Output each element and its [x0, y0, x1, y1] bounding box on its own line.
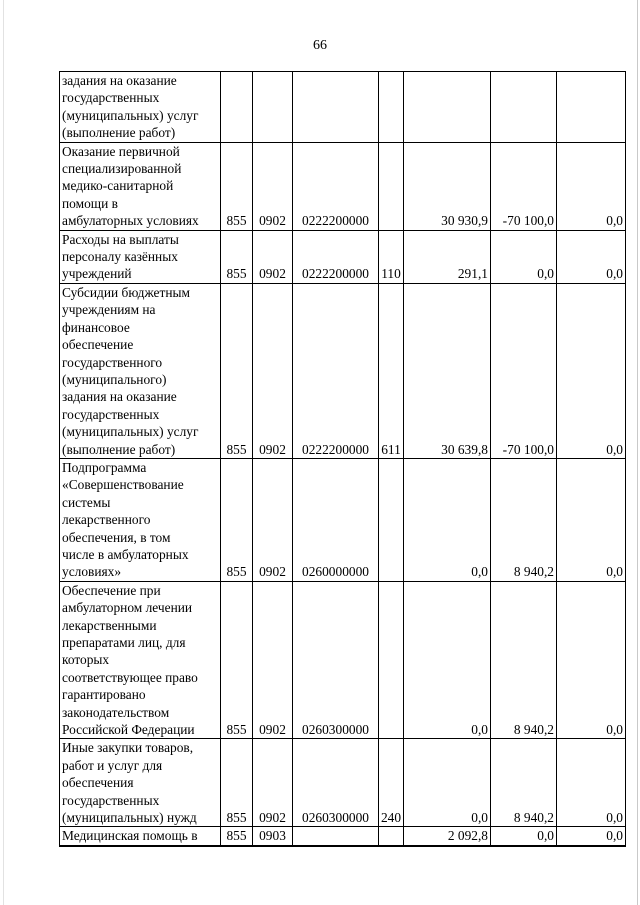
expense-type-code — [379, 827, 404, 846]
planned-cell: 0,0 — [557, 230, 626, 283]
ministry-code: 855 — [221, 739, 253, 827]
table-row — [60, 72, 626, 143]
ministry-code: 855 — [221, 142, 253, 230]
amount-cell: 291,1 — [404, 230, 491, 283]
section-code: 0902 — [253, 458, 293, 581]
expense-type-code — [379, 142, 404, 230]
target-code — [293, 827, 379, 846]
table-row — [60, 581, 626, 739]
planned-cell: 0,0 — [557, 581, 626, 739]
target-code: 0260300000 — [293, 739, 379, 827]
table-row — [60, 230, 626, 283]
amount-cell: 0,0 — [404, 739, 491, 827]
scan-edge-right — [637, 0, 638, 905]
page-number: 66 — [313, 38, 327, 53]
change-cell: 8 940,2 — [491, 581, 557, 739]
expense-type-code: 110 — [379, 230, 404, 283]
target-code: 0222200000 — [293, 230, 379, 283]
amount-cell — [404, 72, 491, 143]
amount-cell: 30 639,8 — [404, 283, 491, 458]
target-code: 0222200000 — [293, 142, 379, 230]
row-name: Медицинская помощь в — [60, 827, 221, 846]
expense-type-code — [379, 458, 404, 581]
section-code: 0902 — [253, 230, 293, 283]
planned-cell — [557, 72, 626, 143]
expense-type-code — [379, 72, 404, 143]
target-code — [293, 72, 379, 143]
row-name: Расходы на выплаты персоналу казённых учреждений — [60, 230, 221, 283]
budget-table — [59, 71, 626, 847]
section-code: 0903 — [253, 827, 293, 846]
section-code: 0902 — [253, 283, 293, 458]
ministry-code: 855 — [221, 581, 253, 739]
table-row — [60, 827, 626, 846]
change-cell — [491, 72, 557, 143]
change-cell: 8 940,2 — [491, 739, 557, 827]
planned-cell: 0,0 — [557, 458, 626, 581]
expense-type-code — [379, 581, 404, 739]
row-name: Подпрограмма «Совершенствование системы лекарственного обеспечения, в том числе в амбулаторных условиях» — [60, 458, 221, 581]
expense-type-code: 611 — [379, 283, 404, 458]
table-row — [60, 739, 626, 827]
planned-cell: 0,0 — [557, 827, 626, 846]
target-code: 0222200000 — [293, 283, 379, 458]
row-name: задания на оказание государственных (муниципальных) услуг (выполнение работ) — [60, 72, 221, 143]
ministry-code: 855 — [221, 230, 253, 283]
change-cell: 0,0 — [491, 827, 557, 846]
row-name: Субсидии бюджетным учреждениям на финансовое обеспечение государственного (муниципального) задания на оказание государственных (муниципальных) услуг (выполнение работ) — [60, 283, 221, 458]
ministry-code: 855 — [221, 283, 253, 458]
ministry-code — [221, 72, 253, 143]
planned-cell: 0,0 — [557, 142, 626, 230]
amount-cell: 0,0 — [404, 581, 491, 739]
planned-cell: 0,0 — [557, 739, 626, 827]
planned-cell: 0,0 — [557, 283, 626, 458]
amount-cell: 2 092,8 — [404, 827, 491, 846]
amount-cell: 30 930,9 — [404, 142, 491, 230]
change-cell: 8 940,2 — [491, 458, 557, 581]
section-code: 0902 — [253, 739, 293, 827]
section-code: 0902 — [253, 142, 293, 230]
row-name: Оказание первичной специализированной медико-санитарной помощи в амбулаторных условиях — [60, 142, 221, 230]
section-code: 0902 — [253, 581, 293, 739]
row-name: Иные закупки товаров, работ и услуг для обеспечения государственных (муниципальных) нужд — [60, 739, 221, 827]
row-name: Обеспечение при амбулаторном лечении лекарственными препаратами лиц, для которых соответствующее право гарантировано законодательством Российской Федерации — [60, 581, 221, 739]
amount-cell: 0,0 — [404, 458, 491, 581]
change-cell: -70 100,0 — [491, 142, 557, 230]
target-code: 0260000000 — [293, 458, 379, 581]
scan-edge-left — [3, 0, 4, 905]
table-row — [60, 142, 626, 230]
ministry-code: 855 — [221, 458, 253, 581]
section-code — [253, 72, 293, 143]
table-row — [60, 458, 626, 581]
ministry-code: 855 — [221, 827, 253, 846]
target-code: 0260300000 — [293, 581, 379, 739]
expense-type-code: 240 — [379, 739, 404, 827]
change-cell: 0,0 — [491, 230, 557, 283]
table-row — [60, 283, 626, 458]
change-cell: -70 100,0 — [491, 283, 557, 458]
